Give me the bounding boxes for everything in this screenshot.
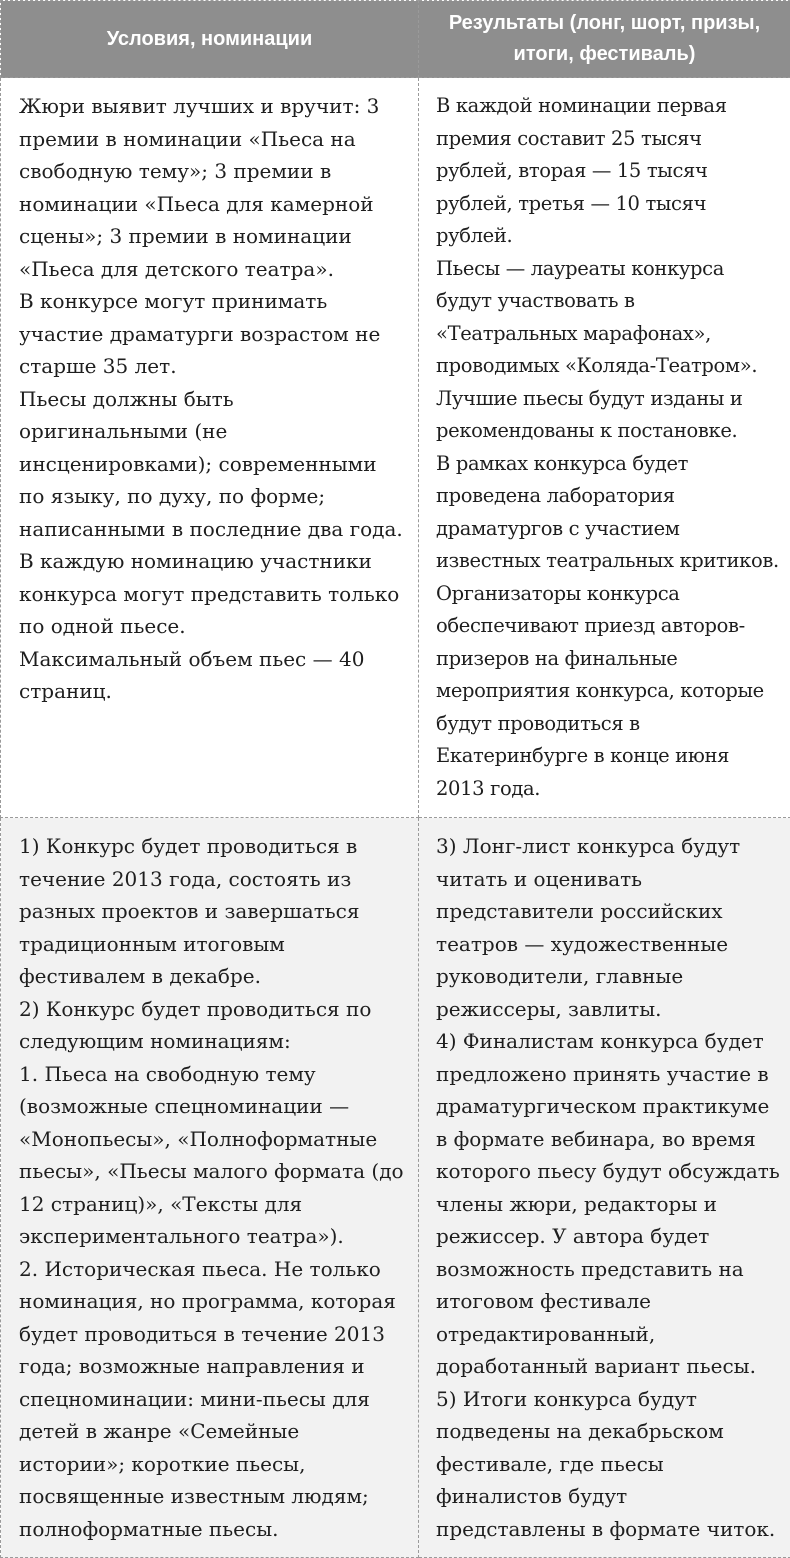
results-cell [419,818,790,1558]
conditions-cell [1,818,419,1558]
results-cell [419,78,790,818]
header-results: Результаты (лонг, шорт, призы, итоги, фестиваль) [419,1,790,78]
paragraph: Пьесы должны быть оригинальными (не инсценировками); современными по языку, по духу, по форме; написанными в последние два года. [19,383,408,546]
paragraph: 4) Финалистам конкурса будет предложено принять участие в драматургическом практикуме в формате вебинара, во время которого пьесу будут обсуждать члены жюри, редакторы и режиссер. У автора будет возможность представить на итоговом фестивале отредактированный, доработанный вариант пьесы. [436,1025,780,1383]
paragraph: 2. Историческая пьеса. Не только номинация, но программа, которая будет проводиться в течение 2013 года; возможные направления и спецноминации: мини-пьесы для детей в жанре «Семейные истории»; короткие пьесы, посвященные известным людям; полноформатные пьесы. [19,1253,408,1546]
paragraph: Пьесы — лауреаты конкурса будут участвовать в «Театральных марафонах», проводимых «Коляда-Театром». Лучшие пьесы будут изданы и рекомендованы к постановке. [436,253,780,448]
paragraph: В каждой номинации первая премия составит 25 тысяч рублей, вторая — 15 тысяч рублей, третья — 10 тысяч рублей. [436,90,780,253]
paragraph: 2) Конкурс будет проводиться по следующим номинациям: [19,993,408,1058]
paragraph: Максимальный объем пьес — 40 страниц. [19,643,408,708]
paragraph: В конкурсе могут принимать участие драматурги возрастом не старше 35 лет. [19,285,408,383]
paragraph: 1) Конкурс будет проводиться в течение 2013 года, состоять из разных проектов и завершаться традиционным итоговым фестивалем в декабре. [19,830,408,993]
header-conditions: Условия, номинации [1,1,419,78]
conditions-cell [1,78,419,818]
paragraph: 3) Лонг-лист конкурса будут читать и оценивать представители российских театров — художественные руководители, главные режиссеры, завлиты. [436,830,780,1025]
table-header-row [1,1,790,78]
paragraph: Жюри выявит лучших и вручит: 3 премии в номинации «Пьеса на свободную тему»; 3 премии в номинации «Пьеса для камерной сцены»; 3 премии в номинации «Пьеса для детского театра». [19,90,408,285]
paragraph: В рамках конкурса будет проведена лаборатория драматургов с участием известных театральных критиков. Организаторы конкурса обеспечивают приезд авторов-призеров на финальные мероприятия конкурса, которые будут проводиться в Екатеринбурге в конце июня 2013 года. [436,448,780,806]
paragraph: 1. Пьеса на свободную тему (возможные спецноминации — «Монопьесы», «Полноформатные пьесы», «Пьесы малого формата (до 12 страниц)», «Тексты для экспериментального театра»). [19,1058,408,1253]
table-row [1,78,790,818]
table-row [1,818,790,1558]
paragraph: 5) Итоги конкурса будут подведены на декабрьском фестивале, где пьесы финалистов будут представлены в формате читок. [436,1383,780,1546]
paragraph: В каждую номинацию участники конкурса могут представить только по одной пьесе. [19,545,408,643]
